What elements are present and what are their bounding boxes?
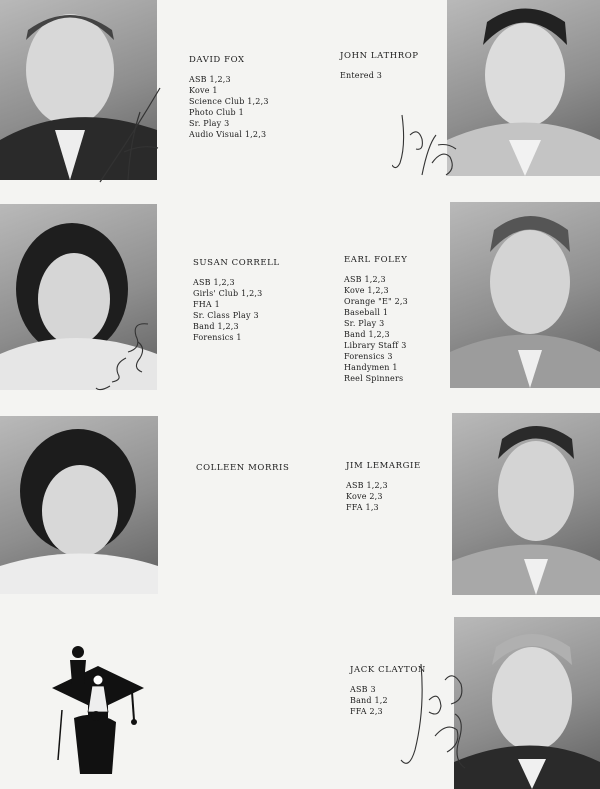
activity-line: Science Club 1,2,3 [189,97,269,106]
portrait-photo-jack-clayton [454,617,600,789]
student-entry-david-fox [189,55,269,140]
student-entry-susan-correll [193,258,280,343]
student-name: EARL FOLEY [344,255,408,265]
student-name: COLLEEN MORRIS [196,463,290,473]
portrait-photo-jim-lemargie [452,413,600,595]
activity-line: Reel Spinners [344,374,404,383]
activity-line: ASB 1,2,3 [193,278,235,287]
activity-line: Handymen 1 [344,363,398,372]
student-entry-jim-lemargie [346,461,421,513]
activity-line: ASB 1,2,3 [344,275,386,284]
student-name: JACK CLAYTON [350,665,426,675]
activity-line: Entered 3 [340,71,383,80]
activity-line: Band 1,2,3 [193,322,239,331]
student-name: JIM LEMARGIE [346,461,421,471]
activity-line: FHA 1 [193,300,220,309]
student-name: JOHN LATHROP [340,51,419,61]
activity-line: Sr. Class Play 3 [193,311,259,320]
activity-line: Library Staff 3 [344,341,407,350]
activity-line: FFA 1,3 [346,503,379,512]
signature-jack-clayton [395,660,475,778]
activity-line: Kove 1,2,3 [344,286,389,295]
activity-line: Kove 2,3 [346,492,383,501]
activity-line: Sr. Play 3 [189,119,230,128]
student-name: DAVID FOX [189,55,245,65]
signature-susan-correll [92,318,157,396]
portrait-photo-john-lathrop [447,0,600,176]
activity-line: Orange "E" 2,3 [344,297,408,306]
activity-line: Photo Club 1 [189,108,244,117]
activity-line: Forensics 1 [193,333,242,342]
portrait-photo-earl-foley [450,202,600,388]
activity-line: ASB 1,2,3 [346,481,388,490]
signature-john-lathrop [392,105,462,190]
activity-line: Band 1,2,3 [344,330,390,339]
student-entry-colleen-morris [196,463,289,482]
student-entry-john-lathrop [340,51,419,81]
activity-line: Audio Visual 1,2,3 [189,130,267,139]
student-entry-earl-foley [344,255,408,384]
activity-line: Forensics 3 [344,352,393,361]
portrait-photo-colleen-morris [0,416,158,594]
activity-line: Baseball 1 [344,308,389,317]
activity-line: Band 1,2 [350,696,388,705]
activity-line: ASB 3 [350,685,376,694]
signature-david-fox [80,82,170,192]
student-name: SUSAN CORRELL [193,258,280,268]
activity-line: Kove 1 [189,86,218,95]
activity-line: Girls' Club 1,2,3 [193,289,263,298]
graduation-emblem-icon [52,640,144,774]
activity-line: ASB 1,2,3 [189,75,231,84]
activity-line: FFA 2,3 [350,707,383,716]
activity-line: Sr. Play 3 [344,319,385,328]
